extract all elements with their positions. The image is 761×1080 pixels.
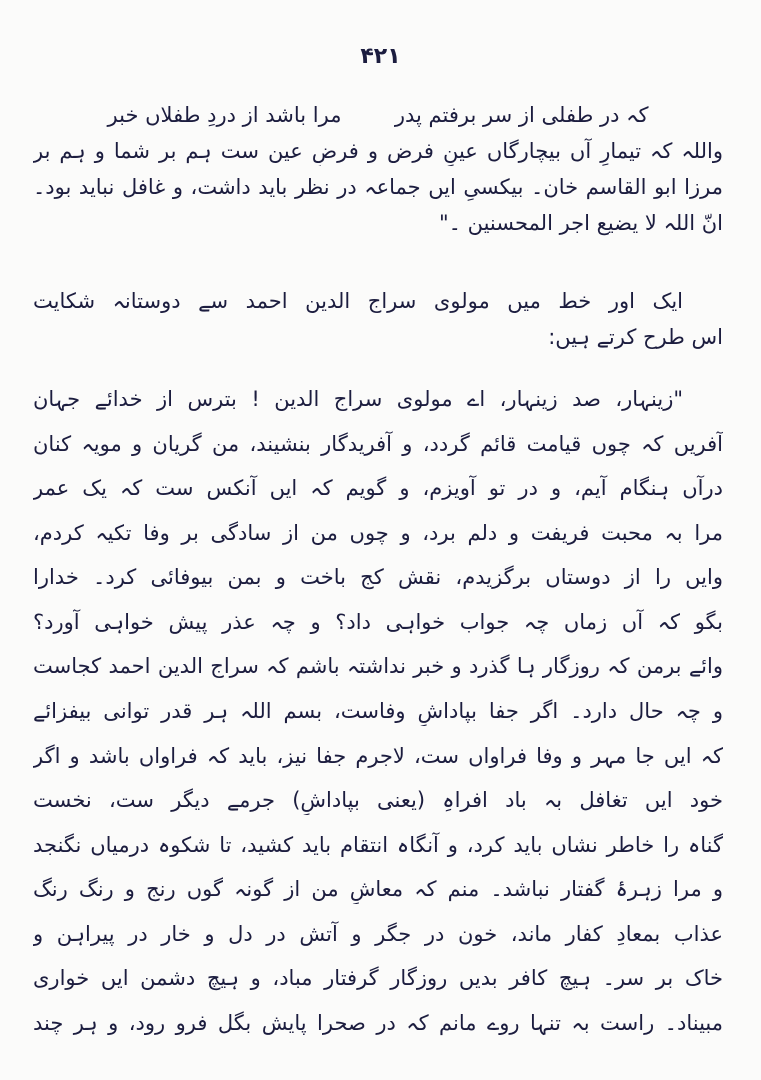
quote-2-line: وائے برمن کہ روزگار ہا گذرد و خبر نداشتہ باشم کہ سراج الدین احمد کجاست	[33, 654, 723, 679]
quote-2-line: عذاب بمعادِ کفار ماند، خون در جگر و آتش در دل و خار در پیراہن و	[33, 921, 723, 946]
intro-line: ایک اور خط میں مولوی سراج الدین احمد سے دوستانہ شکایت	[33, 289, 683, 313]
quote-2-line: خاک بر سر۔ ہیچ کافر بدیں روزگار گرفتار مباد، و ہیچ دشمن ایں خواری	[33, 966, 723, 991]
quote-2-line: "زینہار، صد زینہار، اے مولوی سراج الدین ! بترس از خدائے جہان	[33, 387, 683, 411]
page-number: ۴۲۱	[360, 44, 401, 69]
quote-2-line: کہ ایں جا مہر و وفا فراواں ست، لاجرم جفا نیز، باید کہ فراواں باشد و اگر	[33, 743, 723, 768]
quote-2-line: بگو کہ آں زماں چہ جواب خواہی داد؟ و چہ عذر پیش خواہی آورد؟	[33, 609, 723, 634]
quote-1-line: واللہ کہ تیمارِ آں بیچارگاں عینِ فرض و فرضِ عین ست ہم بر شما و ہم بر	[33, 139, 723, 163]
verse-hemistich-1: کہ در طفلی از سر برفتم پدر	[394, 103, 649, 127]
quote-1-line: انّ اللہ لا یضیع اجر المحسنین ۔"	[438, 211, 723, 235]
quote-2-line: و چہ حال دارد۔ اگر جفا بپاداشِ وفاست، بسم اللہ ہر قدر توانی بیفزائے	[33, 699, 723, 723]
intro-line: اس طرح کرتے ہیں:	[548, 325, 723, 349]
quote-2-line: مرا بہ محبت فریفت و دلم برد، و چوں من از سادگی بر وفا تکیہ کردم،	[33, 520, 723, 545]
verse-hemistich-2: مرا باشد از دردِ طفلاں خبر	[107, 103, 342, 127]
quote-1-line: مرزا ابو القاسم خان۔ بیکسیِ ایں جماعہ در نظر باید داشت، و غافل نباید بود۔	[33, 175, 723, 199]
quote-2-line: وایں را از دوستاں برگزیدم، نقش کج باخت و بمن بیوفائی کرد۔ خدارا	[33, 565, 723, 590]
quote-2-line: درآں ہنگام آیم، و در تو آویزم، و گویم کہ ایں آنکس ست کہ یک عمر	[33, 476, 723, 501]
quote-2-line: آفریں کہ چوں قیامت قائم گردد، و آفریدگار بنشیند، من گریان و مویہ کنان	[33, 431, 723, 456]
verse-line	[33, 100, 723, 130]
quote-2-line: و مرا زہرۂ گفتار نباشد۔ منم کہ معاشِ من از گونہ گوں رنج و رنگ رنگ	[33, 877, 723, 902]
quote-2-line: گناہ را خاطر نشاں باید کرد، و آنگاہ انتقام باید کشید، تا شکوہ درمیاں نگنجد	[33, 832, 723, 857]
quote-2-line: خود ایں تغافل بہ باد افراہِ (یعنی بپاداشِ) جرمے دیگر ست، نخست	[33, 788, 723, 813]
quote-2-line: مبیناد۔ راست بہ تنہا روے مانم کہ در صحرا پایش بگل فرو رود، و ہر چند	[33, 1011, 723, 1035]
